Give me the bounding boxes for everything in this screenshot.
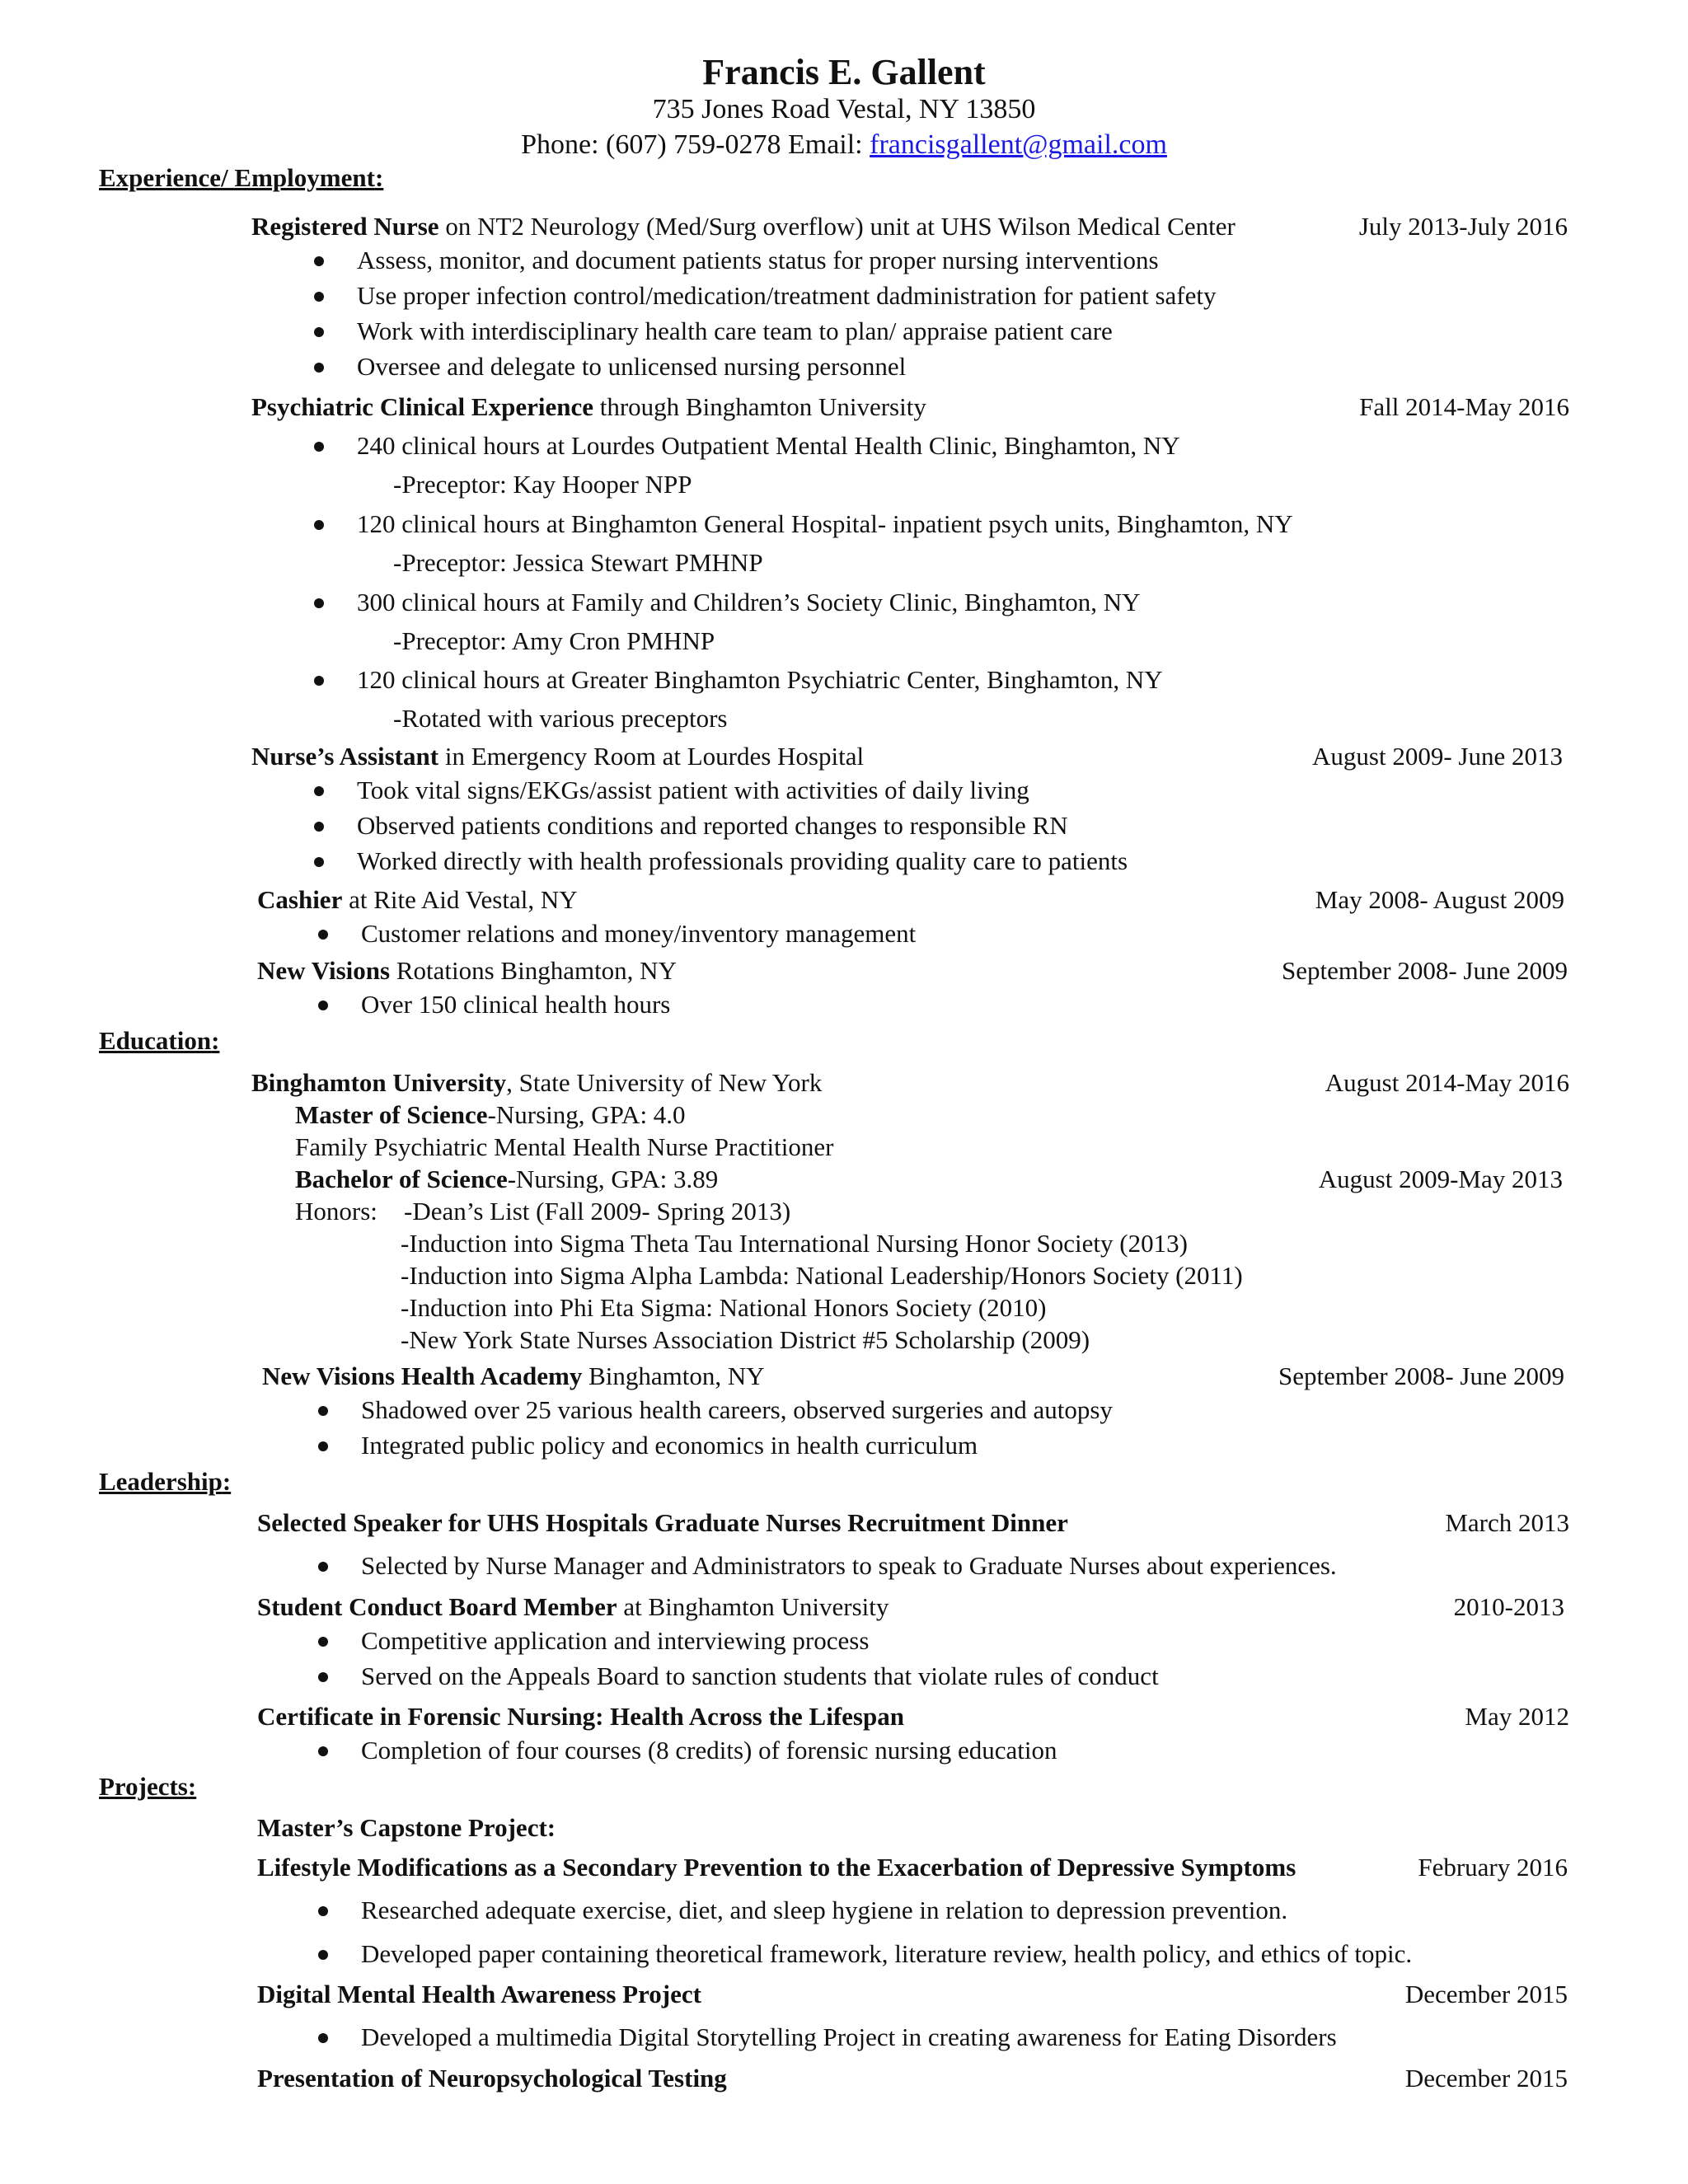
bullet-text: Work with interdisciplinary health care team to plan/ appraise patient care — [357, 316, 1113, 345]
bullet-text: Shadowed over 25 various health careers, observed surgeries and autopsy — [361, 1395, 1113, 1424]
capstone-label: Master’s Capstone Project: — [257, 1813, 556, 1842]
entry-date: December 2015 — [1404, 1980, 1568, 2008]
bullet-icon — [318, 1950, 328, 1960]
school-line — [251, 1068, 822, 1098]
school-line — [262, 1361, 765, 1391]
leadership-entry-title — [257, 1592, 889, 1622]
bullet-text: 240 clinical hours at Lourdes Outpatient Mental Health Clinic, Binghamton, NY — [357, 431, 1180, 460]
experience-entry-title — [251, 742, 864, 771]
bullet-icon — [318, 1001, 328, 1010]
job-description: on NT2 Neurology (Med/Surg overflow) unit at UHS Wilson Medical Center — [438, 212, 1236, 241]
bullet-text: Assess, monitor, and document patients status for proper nursing interventions — [357, 246, 1159, 274]
entry-date: August 2009- June 2013 — [1312, 742, 1563, 771]
section-heading-projects: Projects: — [99, 1772, 197, 1801]
honor-item: -Induction into Phi Eta Sigma: National Honors Society (2010) — [401, 1293, 1047, 1322]
entry-date: February 2016 — [1418, 1853, 1568, 1882]
entry-date: September 2008- June 2009 — [1278, 1361, 1564, 1390]
degree-line — [295, 1100, 686, 1130]
bullet-icon — [318, 1906, 328, 1916]
role-title: Student Conduct Board Member — [257, 1592, 617, 1621]
bullet-text: Use proper infection control/medication/treatment dadministration for patient safety — [357, 281, 1217, 310]
honor-item: -Induction into Sigma Alpha Lambda: National Leadership/Honors Society (2011) — [401, 1261, 1243, 1290]
entry-date: August 2014-May 2016 — [1325, 1068, 1569, 1097]
address-line: 735 Jones Road Vestal, NY 13850 — [652, 94, 1036, 124]
entry-date: March 2013 — [1445, 1508, 1569, 1537]
school-name: New Visions Health Academy — [262, 1361, 583, 1390]
honor-item: -Dean’s List (Fall 2009- Spring 2013) — [404, 1197, 791, 1226]
bullet-text: Oversee and delegate to unlicensed nursing personnel — [357, 352, 907, 381]
entry-date: 2010-2013 — [1453, 1592, 1564, 1621]
bullet-icon — [318, 1406, 328, 1416]
bullet-icon — [318, 1746, 328, 1756]
bullet-text: Served on the Appeals Board to sanction students that violate rules of conduct — [361, 1661, 1159, 1690]
entry-date: May 2008- August 2009 — [1315, 885, 1564, 914]
job-description: in Emergency Room at Lourdes Hospital — [438, 742, 865, 771]
entry-date: Fall 2014-May 2016 — [1359, 392, 1569, 421]
preceptor-text: -Rotated with various preceptors — [393, 704, 728, 733]
bullet-text: Completion of four courses (8 credits) of forensic nursing education — [361, 1736, 1057, 1765]
bullet-icon — [314, 256, 324, 266]
leadership-entry-title: Certificate in Forensic Nursing: Health Across the Lifespan — [257, 1702, 904, 1731]
degree-detail: -Nursing, GPA: 3.89 — [507, 1165, 719, 1193]
job-title: Nurse’s Assistant — [251, 742, 439, 771]
bullet-icon — [314, 520, 324, 530]
email-link[interactable]: francisgallent@gmail.com — [870, 129, 1167, 160]
bullet-icon — [314, 676, 324, 686]
school-detail: , State University of New York — [506, 1068, 823, 1097]
honor-item: -Induction into Sigma Theta Tau International Nursing Honor Society (2013) — [401, 1229, 1188, 1258]
bullet-icon — [318, 930, 328, 940]
bullet-text: Integrated public policy and economics in health curriculum — [361, 1431, 978, 1460]
bullet-text: Observed patients conditions and reported changes to responsible RN — [357, 811, 1068, 840]
bullet-text: Over 150 clinical health hours — [361, 990, 671, 1019]
bullet-icon — [314, 327, 324, 337]
bullet-text: Customer relations and money/inventory management — [361, 919, 917, 948]
bullet-icon — [314, 363, 324, 373]
leadership-entry-title: Selected Speaker for UHS Hospitals Graduate Nurses Recruitment Dinner — [257, 1508, 1068, 1537]
bullet-icon — [318, 1637, 328, 1647]
bullet-text: Worked directly with health professionals providing quality care to patients — [357, 846, 1128, 875]
bullet-text: 300 clinical hours at Family and Children’s Society Clinic, Binghamton, NY — [357, 588, 1141, 616]
school-name: Binghamton University — [251, 1068, 507, 1097]
applicant-name: Francis E. Gallent — [702, 52, 986, 92]
experience-entry-title — [251, 212, 1236, 241]
entry-date: August 2009-May 2013 — [1318, 1165, 1563, 1193]
job-title: Psychiatric Clinical Experience — [251, 392, 593, 421]
entry-date: July 2013-July 2016 — [1358, 212, 1568, 241]
bullet-icon — [314, 292, 324, 302]
degree-track: Family Psychiatric Mental Health Nurse Practitioner — [295, 1132, 834, 1161]
project-title: Lifestyle Modifications as a Secondary Prevention to the Exacerbation of Depressive Symptoms — [257, 1853, 1296, 1882]
project-title: Presentation of Neuropsychological Testing — [257, 2064, 727, 2093]
preceptor-text: -Preceptor: Amy Cron PMHNP — [393, 626, 715, 655]
project-title: Digital Mental Health Awareness Project — [257, 1980, 701, 2008]
preceptor-text: -Preceptor: Kay Hooper NPP — [393, 470, 692, 499]
bullet-icon — [318, 1441, 328, 1451]
bullet-text: Selected by Nurse Manager and Administrators to speak to Graduate Nurses about experiences. — [361, 1551, 1337, 1580]
bullet-text: 120 clinical hours at Binghamton General Hospital- inpatient psych units, Binghamton, NY — [357, 509, 1293, 538]
section-heading-experience: Experience/ Employment: — [99, 163, 384, 192]
bullet-text: Researched adequate exercise, diet, and sleep hygiene in relation to depression prevention. — [361, 1896, 1288, 1924]
bullet-text: Took vital signs/EKGs/assist patient with activities of daily living — [357, 776, 1029, 804]
phone-label: Phone: (607) 759-0278 Email: — [521, 129, 870, 160]
degree-detail: -Nursing, GPA: 4.0 — [487, 1100, 686, 1129]
bullet-icon — [318, 1672, 328, 1682]
school-detail: Binghamton, NY — [582, 1361, 765, 1390]
honor-item: -New York State Nurses Association District #5 Scholarship (2009) — [401, 1325, 1090, 1354]
bullet-icon — [314, 442, 324, 452]
role-detail: at Binghamton University — [617, 1592, 889, 1621]
job-title: New Visions — [257, 956, 391, 985]
bullet-icon — [318, 2033, 328, 2043]
experience-entry-title — [251, 392, 926, 422]
experience-entry-title — [257, 885, 578, 915]
section-heading-leadership: Leadership: — [99, 1467, 232, 1496]
bullet-text: Competitive application and interviewing process — [361, 1626, 870, 1655]
job-description: Rotations Binghamton, NY — [390, 956, 677, 985]
bullet-icon — [318, 1562, 328, 1572]
job-description: through Binghamton University — [593, 392, 926, 421]
entry-date: December 2015 — [1404, 2064, 1568, 2093]
entry-date: September 2008- June 2009 — [1282, 956, 1568, 985]
contact-line — [0, 129, 1688, 161]
bullet-text: 120 clinical hours at Greater Binghamton Psychiatric Center, Binghamton, NY — [357, 665, 1163, 694]
section-heading-education: Education: — [99, 1026, 220, 1055]
bullet-icon — [314, 857, 324, 867]
bullet-text: Developed paper containing theoretical framework, literature review, health policy, and ethics of topic. — [361, 1939, 1413, 1968]
bullet-text: Developed a multimedia Digital Storytelling Project in creating awareness for Eating Disorders — [361, 2022, 1337, 2051]
experience-entry-title — [257, 956, 677, 986]
degree-line — [295, 1165, 718, 1194]
degree-title: Master of Science — [295, 1100, 488, 1129]
job-description: at Rite Aid Vestal, NY — [342, 885, 578, 914]
honors-label: Honors: — [295, 1197, 377, 1226]
job-title: Cashier — [257, 885, 343, 914]
bullet-icon — [314, 598, 324, 608]
entry-date: May 2012 — [1465, 1702, 1569, 1731]
job-title: Registered Nurse — [251, 212, 439, 241]
preceptor-text: -Preceptor: Jessica Stewart PMHNP — [393, 548, 763, 577]
degree-title: Bachelor of Science — [295, 1165, 508, 1193]
bullet-icon — [314, 786, 324, 796]
bullet-icon — [314, 822, 324, 832]
